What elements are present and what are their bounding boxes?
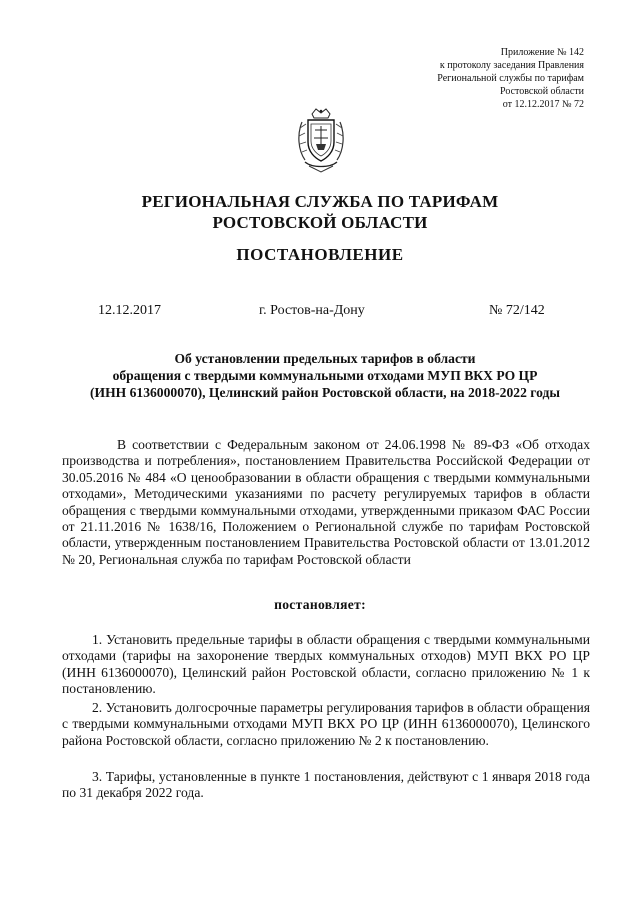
- document-type-heading: ПОСТАНОВЛЕНИЕ: [236, 245, 404, 264]
- appendix-line: Приложение № 142: [500, 47, 584, 58]
- appendix-line: от 12.12.2017 № 72: [502, 99, 584, 110]
- organization-title-region: РОСТОВСКОЙ ОБЛАСТИ: [212, 213, 428, 232]
- resolves-heading: постановляет:: [274, 597, 366, 612]
- subject-line: Об установлении предельных тарифов в области: [174, 351, 476, 366]
- appendix-line: Ростовской области: [500, 86, 584, 97]
- resolution-item-3: 3. Тарифы, установленные в пункте 1 постановления, действуют с 1 января 2018 года по 31 декабря 2022 года.: [62, 769, 590, 801]
- document-date: 12.12.2017: [98, 303, 161, 318]
- rostov-coat-of-arms-icon: [294, 108, 348, 174]
- appendix-line: Региональной службы по тарифам: [437, 73, 584, 84]
- resolution-item-1: 1. Установить предельные тарифы в области обращения с твердыми коммунальными отходами (тарифы на захоронение твердых коммунальных отходов) МУП ВКХ РО ЦР (ИНН 6136000070), Целинский район Ростовской области, согласно приложению № 1 к постановлению.: [62, 632, 590, 697]
- document-number: № 72/142: [489, 303, 545, 318]
- appendix-note: [344, 46, 584, 111]
- organization-title: РЕГИОНАЛЬНАЯ СЛУЖБА ПО ТАРИФАМ: [141, 192, 499, 211]
- document-city: г. Ростов-на-Дону: [259, 303, 365, 318]
- appendix-line: к протоколу заседания Правления: [439, 60, 584, 71]
- subject-line: обращения с твердыми коммунальными отходами МУП ВКХ РО ЦР: [112, 368, 538, 383]
- document-subject: [60, 350, 590, 401]
- subject-line: (ИНН 6136000070), Целинский район Ростовской области, на 2018-2022 годы: [89, 385, 561, 400]
- resolution-item-2: 2. Установить долгосрочные параметры регулирования тарифов в области обращения с твердыми коммунальными отходами МУП ВКХ РО ЦР (ИНН 6136000070), Целинского района Ростовской области, согласно приложению № 2 к постановлению.: [62, 700, 590, 748]
- preamble-paragraph: В соответствии с Федеральным законом от 24.06.1998 № 89-ФЗ «Об отходах производства и потребления», постановлением Правительства Российской Федерации от 30.05.2016 № 484 «О ценообразовании в области обращения с твердыми коммунальными отходами», Методическими указаниями по расчету регулируемых тарифов в области обращения с твердыми коммунальными отходами, утвержденными приказом ФАС России от 21.11.2016 № 1638/16, Положением о Региональной службе по тарифам Ростовской области, утвержденным постановлением Правительства Ростовской области от 13.01.2012 № 20, Региональная служба по тарифам Ростовской области: [62, 437, 590, 567]
